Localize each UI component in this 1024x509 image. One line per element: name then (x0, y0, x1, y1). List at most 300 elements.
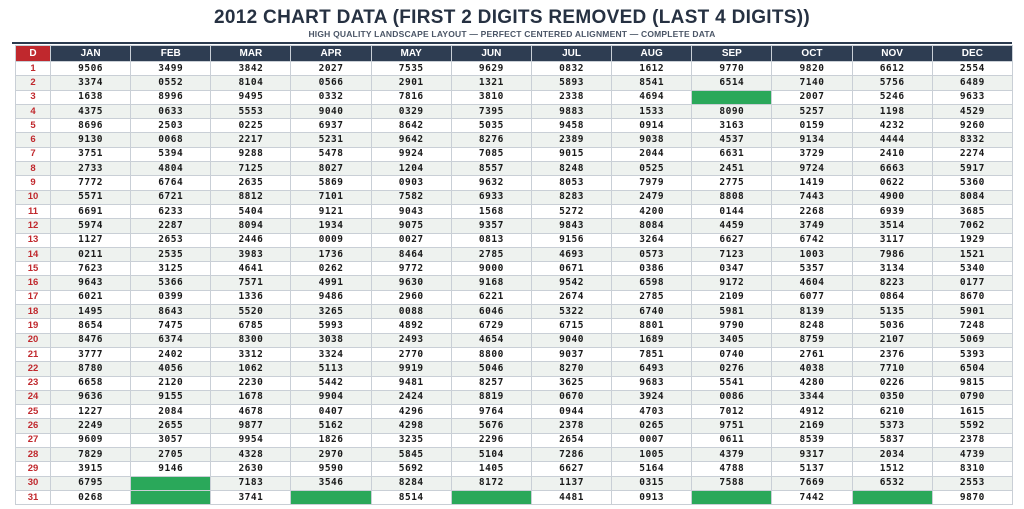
table-cell: 5135 (852, 305, 932, 319)
column-header-jan: JAN (51, 46, 131, 62)
page-subtitle: HIGH QUALITY LANDSCAPE LAYOUT — PERFECT CENTERED ALIGNMENT — COMPLETE DATA (308, 29, 716, 39)
table-row (16, 147, 1013, 161)
empty-cell (291, 490, 371, 504)
table-cell: 9288 (211, 147, 291, 161)
column-header-sep: SEP (692, 46, 772, 62)
table-row (16, 319, 1013, 333)
table-cell: 2378 (531, 419, 611, 433)
table-cell: 0086 (692, 390, 772, 404)
table-cell: 0007 (612, 433, 692, 447)
table-cell: 5394 (131, 147, 211, 161)
table-cell: 6627 (531, 462, 611, 476)
table-cell: 7816 (371, 90, 451, 104)
table-cell: 6729 (451, 319, 531, 333)
table-cell: 9843 (531, 219, 611, 233)
table-cell: 4375 (51, 104, 131, 118)
table-cell: 7101 (291, 190, 371, 204)
table-row (16, 476, 1013, 490)
table-cell: 7123 (692, 247, 772, 261)
day-number: 1 (16, 62, 51, 76)
day-number: 2 (16, 76, 51, 90)
table-cell: 9630 (371, 276, 451, 290)
table-cell: 1512 (852, 462, 932, 476)
table-cell: 9954 (211, 433, 291, 447)
table-cell: 0670 (531, 390, 611, 404)
table-cell: 1521 (932, 247, 1012, 261)
table-row (16, 233, 1013, 247)
table-cell: 9037 (531, 347, 611, 361)
table-cell: 5553 (211, 104, 291, 118)
table-cell: 3134 (852, 262, 932, 276)
day-number: 21 (16, 347, 51, 361)
table-cell: 7248 (932, 319, 1012, 333)
table-row (16, 462, 1013, 476)
table-cell: 0740 (692, 347, 772, 361)
table-row (16, 405, 1013, 419)
table-cell: 8476 (51, 333, 131, 347)
day-number: 17 (16, 290, 51, 304)
table-cell: 0027 (371, 233, 451, 247)
table-cell: 9495 (211, 90, 291, 104)
table-cell: 4481 (531, 490, 611, 504)
table-cell: 5981 (692, 305, 772, 319)
table-cell: 3117 (852, 233, 932, 247)
table-cell: 2970 (291, 448, 371, 462)
table-cell: 5231 (291, 133, 371, 147)
table-cell: 6764 (131, 176, 211, 190)
table-cell: 8654 (51, 319, 131, 333)
table-cell: 6504 (932, 362, 1012, 376)
table-cell: 3057 (131, 433, 211, 447)
table-cell: 6514 (692, 76, 772, 90)
table-cell: 2268 (772, 204, 852, 218)
table-cell: 7395 (451, 104, 531, 118)
table-cell: 1934 (291, 219, 371, 233)
table-cell: 9075 (371, 219, 451, 233)
table-cell: 8283 (531, 190, 611, 204)
table-cell: 9155 (131, 390, 211, 404)
table-cell: 7140 (772, 76, 852, 90)
column-header-feb: FEB (131, 46, 211, 62)
day-number: 27 (16, 433, 51, 447)
table-cell: 8248 (531, 162, 611, 176)
table-cell: 8300 (211, 333, 291, 347)
table-cell: 0265 (612, 419, 692, 433)
table-cell: 0329 (371, 104, 451, 118)
table-cell: 4232 (852, 119, 932, 133)
table-cell: 9040 (531, 333, 611, 347)
table-cell: 6785 (211, 319, 291, 333)
day-number: 18 (16, 305, 51, 319)
table-cell: 6795 (51, 476, 131, 490)
table-row (16, 448, 1013, 462)
table-cell: 8696 (51, 119, 131, 133)
table-cell: 5046 (451, 362, 531, 376)
table-cell: 3915 (51, 462, 131, 476)
day-number: 16 (16, 276, 51, 290)
table-cell: 2084 (131, 405, 211, 419)
table-row (16, 362, 1013, 376)
table-cell: 9764 (451, 405, 531, 419)
table-cell: 9172 (692, 276, 772, 290)
table-cell: 3741 (211, 490, 291, 504)
table-cell: 1003 (772, 247, 852, 261)
table-cell: 0573 (612, 247, 692, 261)
table-cell: 2674 (531, 290, 611, 304)
table-cell: 3983 (211, 247, 291, 261)
table-cell: 8996 (131, 90, 211, 104)
table-cell: 9506 (51, 62, 131, 76)
table-cell: 8094 (211, 219, 291, 233)
empty-cell (131, 476, 211, 490)
table-cell: 4444 (852, 133, 932, 147)
day-number: 31 (16, 490, 51, 504)
table-cell: 3685 (932, 204, 1012, 218)
day-number: 11 (16, 204, 51, 218)
table-cell: 8310 (932, 462, 1012, 476)
table-cell: 8223 (852, 276, 932, 290)
table-cell: 9134 (772, 133, 852, 147)
table-cell: 5541 (692, 376, 772, 390)
table-cell: 4200 (612, 204, 692, 218)
table-cell: 6663 (852, 162, 932, 176)
table-cell: 8027 (291, 162, 371, 176)
table-cell: 5164 (612, 462, 692, 476)
table-cell: 9790 (692, 319, 772, 333)
day-number: 5 (16, 119, 51, 133)
table-cell: 8670 (932, 290, 1012, 304)
table-cell: 8464 (371, 247, 451, 261)
table-cell: 0177 (932, 276, 1012, 290)
table-cell: 7535 (371, 62, 451, 76)
day-number: 15 (16, 262, 51, 276)
table-cell: 0268 (51, 490, 131, 504)
table-cell: 9609 (51, 433, 131, 447)
table-cell: 7571 (211, 276, 291, 290)
table-cell: 9919 (371, 362, 451, 376)
table-cell: 3749 (772, 219, 852, 233)
table-cell: 9458 (531, 119, 611, 133)
table-cell: 5246 (852, 90, 932, 104)
table-cell: 2217 (211, 133, 291, 147)
day-number: 26 (16, 419, 51, 433)
table-cell: 2785 (451, 247, 531, 261)
table-cell: 6021 (51, 290, 131, 304)
table-cell: 8800 (451, 347, 531, 361)
day-number: 6 (16, 133, 51, 147)
table-cell: 7829 (51, 448, 131, 462)
table-cell: 2451 (692, 162, 772, 176)
table-cell: 2775 (692, 176, 772, 190)
table-cell: 5360 (932, 176, 1012, 190)
table-cell: 4892 (371, 319, 451, 333)
table-row (16, 347, 1013, 361)
table-cell: 9636 (51, 390, 131, 404)
table-cell: 7669 (772, 476, 852, 490)
table-cell: 1638 (51, 90, 131, 104)
table-row (16, 247, 1013, 261)
table-cell: 1533 (612, 104, 692, 118)
table-cell: 6221 (451, 290, 531, 304)
table-cell: 0914 (612, 119, 692, 133)
table-cell: 2554 (932, 62, 1012, 76)
table-cell: 3038 (291, 333, 371, 347)
table-cell: 2960 (371, 290, 451, 304)
day-number: 22 (16, 362, 51, 376)
table-cell: 6627 (692, 233, 772, 247)
table-cell: 5404 (211, 204, 291, 218)
table-cell: 4529 (932, 104, 1012, 118)
table-cell: 2034 (852, 448, 932, 462)
table-row (16, 90, 1013, 104)
table-cell: 9043 (371, 204, 451, 218)
table-cell: 5340 (932, 262, 1012, 276)
table-cell: 9770 (692, 62, 772, 76)
table-cell: 5036 (852, 319, 932, 333)
page-title: 2012 CHART DATA (FIRST 2 DIGITS REMOVED (LAST 4 DIGITS)) (214, 7, 810, 28)
table-cell: 9130 (51, 133, 131, 147)
table-cell: 7588 (692, 476, 772, 490)
day-number: 25 (16, 405, 51, 419)
table-cell: 3312 (211, 347, 291, 361)
table-cell: 5676 (451, 419, 531, 433)
table-cell: 1005 (612, 448, 692, 462)
table-cell: 6210 (852, 405, 932, 419)
table-cell: 3751 (51, 147, 131, 161)
table-cell: 8139 (772, 305, 852, 319)
table-cell: 7125 (211, 162, 291, 176)
table-cell: 8759 (772, 333, 852, 347)
table-cell: 2424 (371, 390, 451, 404)
table-cell: 2630 (211, 462, 291, 476)
table-cell: 5137 (772, 462, 852, 476)
table-cell: 6715 (531, 319, 611, 333)
table-cell: 9632 (451, 176, 531, 190)
table-row (16, 333, 1013, 347)
table-row (16, 76, 1013, 90)
table-cell: 2027 (291, 62, 371, 76)
table-row (16, 62, 1013, 76)
table-cell: 3125 (131, 262, 211, 276)
table-cell: 9642 (371, 133, 451, 147)
column-header-mar: MAR (211, 46, 291, 62)
table-cell: 9317 (772, 448, 852, 462)
table-cell: 1419 (772, 176, 852, 190)
table-cell: 5756 (852, 76, 932, 90)
table-cell: 7772 (51, 176, 131, 190)
table-cell: 4694 (612, 90, 692, 104)
table-row (16, 290, 1013, 304)
table-cell: 2007 (772, 90, 852, 104)
table-cell: 4900 (852, 190, 932, 204)
table-cell: 2402 (131, 347, 211, 361)
table-cell: 0903 (371, 176, 451, 190)
table-row (16, 433, 1013, 447)
table-cell: 1137 (531, 476, 611, 490)
table-cell: 6742 (772, 233, 852, 247)
day-number: 12 (16, 219, 51, 233)
day-number: 10 (16, 190, 51, 204)
table-cell: 2761 (772, 347, 852, 361)
table-cell: 9040 (291, 104, 371, 118)
empty-cell (131, 490, 211, 504)
table-cell: 9924 (371, 147, 451, 161)
table-cell: 8642 (371, 119, 451, 133)
table-cell: 5069 (932, 333, 1012, 347)
table-cell: 6658 (51, 376, 131, 390)
table-cell: 4912 (772, 405, 852, 419)
table-cell: 3842 (211, 62, 291, 76)
table-cell: 9643 (51, 276, 131, 290)
table-cell: 2230 (211, 376, 291, 390)
table-cell: 3810 (451, 90, 531, 104)
table-cell: 1227 (51, 405, 131, 419)
table-cell: 0276 (692, 362, 772, 376)
table-cell: 9015 (531, 147, 611, 161)
empty-cell (852, 490, 932, 504)
table-cell: 0813 (451, 233, 531, 247)
table-cell: 0671 (531, 262, 611, 276)
table-cell: 0790 (932, 390, 1012, 404)
table-cell: 8284 (371, 476, 451, 490)
table-cell: 0944 (531, 405, 611, 419)
table-cell: 5257 (772, 104, 852, 118)
table-cell: 1615 (932, 405, 1012, 419)
table-cell: 8270 (531, 362, 611, 376)
table-cell: 1336 (211, 290, 291, 304)
table-cell: 6740 (612, 305, 692, 319)
table-cell: 0226 (852, 376, 932, 390)
table-cell: 8257 (451, 376, 531, 390)
table-cell: 7979 (612, 176, 692, 190)
table-body (16, 62, 1013, 505)
table-cell: 0332 (291, 90, 371, 104)
table-cell: 9772 (371, 262, 451, 276)
table-cell: 0611 (692, 433, 772, 447)
table-cell: 5692 (371, 462, 451, 476)
column-header-oct: OCT (772, 46, 852, 62)
table-cell: 7623 (51, 262, 131, 276)
day-number: 28 (16, 448, 51, 462)
table-cell: 4804 (131, 162, 211, 176)
table-cell: 0386 (612, 262, 692, 276)
table-cell: 2376 (852, 347, 932, 361)
table-cell: 3924 (612, 390, 692, 404)
table-cell: 5917 (932, 162, 1012, 176)
table-cell: 6631 (692, 147, 772, 161)
table-cell: 5901 (932, 305, 1012, 319)
table-cell: 0144 (692, 204, 772, 218)
day-number: 7 (16, 147, 51, 161)
table-row (16, 376, 1013, 390)
table-cell: 3625 (531, 376, 611, 390)
day-number: 14 (16, 247, 51, 261)
table-cell: 9038 (612, 133, 692, 147)
table-cell: 1405 (451, 462, 531, 476)
table-cell: 2044 (612, 147, 692, 161)
table-cell: 2109 (692, 290, 772, 304)
table-cell: 4038 (772, 362, 852, 376)
table-cell: 8801 (612, 319, 692, 333)
table-cell: 3163 (692, 119, 772, 133)
table-cell: 0225 (211, 119, 291, 133)
table-cell: 4641 (211, 262, 291, 276)
table-cell: 6532 (852, 476, 932, 490)
table-row (16, 119, 1013, 133)
table-cell: 9481 (371, 376, 451, 390)
table-cell: 8248 (772, 319, 852, 333)
table-cell: 2389 (531, 133, 611, 147)
table-cell: 5322 (531, 305, 611, 319)
table-cell: 7443 (772, 190, 852, 204)
table-cell: 8819 (451, 390, 531, 404)
table-cell: 0622 (852, 176, 932, 190)
table-cell: 7475 (131, 319, 211, 333)
table-cell: 0315 (612, 476, 692, 490)
table-cell: 6077 (772, 290, 852, 304)
table-cell: 2493 (371, 333, 451, 347)
table-cell: 0399 (131, 290, 211, 304)
table-cell: 8812 (211, 190, 291, 204)
table-row (16, 162, 1013, 176)
table-cell: 3729 (772, 147, 852, 161)
table-cell: 3499 (131, 62, 211, 76)
table-cell: 8808 (692, 190, 772, 204)
table-cell: 2378 (932, 433, 1012, 447)
table-cell: 2733 (51, 162, 131, 176)
table-cell: 2785 (612, 290, 692, 304)
table-cell: 5104 (451, 448, 531, 462)
table-cell: 9542 (531, 276, 611, 290)
table-cell: 9877 (211, 419, 291, 433)
table-cell: 3546 (291, 476, 371, 490)
table-cell: 0088 (371, 305, 451, 319)
table-cell: 1736 (291, 247, 371, 261)
day-number: 23 (16, 376, 51, 390)
table-cell: 7062 (932, 219, 1012, 233)
table-cell: 6612 (852, 62, 932, 76)
table-cell: 7582 (371, 190, 451, 204)
table-cell: 5357 (772, 262, 852, 276)
table-cell: 5442 (291, 376, 371, 390)
column-header-may: MAY (371, 46, 451, 62)
table-cell: 4328 (211, 448, 291, 462)
table-cell: 5478 (291, 147, 371, 161)
table-row (16, 204, 1013, 218)
table-cell: 4678 (211, 405, 291, 419)
table-row (16, 390, 1013, 404)
table-cell: 9815 (932, 376, 1012, 390)
table-cell: 3514 (852, 219, 932, 233)
table-cell: 9633 (932, 90, 1012, 104)
table-cell: 0350 (852, 390, 932, 404)
table-cell: 8104 (211, 76, 291, 90)
table-cell: 8514 (371, 490, 451, 504)
table-cell: 2653 (131, 233, 211, 247)
table-cell: 3265 (291, 305, 371, 319)
table-cell: 8557 (451, 162, 531, 176)
table-cell: 6046 (451, 305, 531, 319)
table-cell: 5993 (291, 319, 371, 333)
table-cell: 8541 (612, 76, 692, 90)
table-cell: 7986 (852, 247, 932, 261)
table-cell: 4296 (371, 405, 451, 419)
table-cell: 2249 (51, 419, 131, 433)
table-cell: 9629 (451, 62, 531, 76)
day-number: 9 (16, 176, 51, 190)
table-cell: 6598 (612, 276, 692, 290)
table-cell: 9883 (531, 104, 611, 118)
